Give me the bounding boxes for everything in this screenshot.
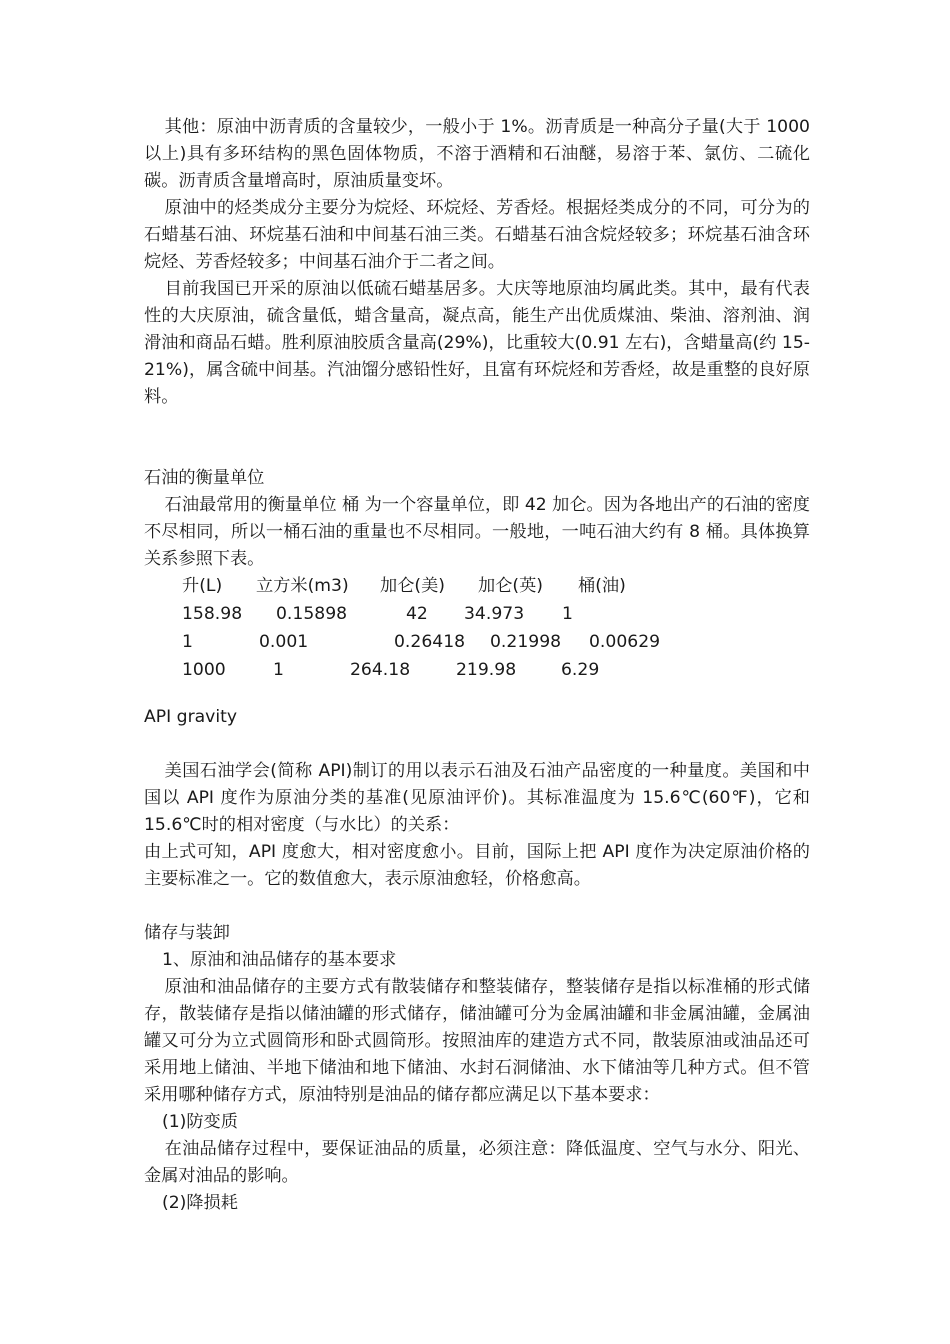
table-cell: 42 bbox=[406, 604, 428, 624]
table-cell: 0.15898 bbox=[276, 604, 348, 624]
table-cell: 0.001 bbox=[259, 632, 309, 652]
table-header-liter: 升(L) bbox=[182, 576, 223, 596]
document-body bbox=[144, 114, 810, 1217]
table-cell: 0.26418 bbox=[394, 632, 466, 652]
storage-item-1-title: (1)防变质 bbox=[162, 1112, 238, 1132]
table-header-cubic-meter: 立方米(m3) bbox=[256, 576, 349, 596]
storage-heading: 储存与装卸 bbox=[144, 923, 230, 943]
table-cell: 6.29 bbox=[561, 660, 600, 680]
storage-item-1-body: 在油品储存过程中，要保证油品的质量，必须注意：降低温度、空气与水分、阳光、金属对油品的影响。 bbox=[144, 1139, 810, 1186]
table-header-uk-gallon: 加仑(英) bbox=[478, 576, 543, 596]
paragraph-hydrocarbon-types: 原油中的烃类成分主要分为烷烃、环烷烃、芳香烃。根据烃类成分的不同，可分为的石蜡基石油、环烷基石油和中间基石油三类。石蜡基石油含烷烃较多；环烷基石油含环烷烃、芳香烃较多；中间基石油介于二者之间。 bbox=[144, 198, 810, 272]
table-cell: 158.98 bbox=[182, 604, 243, 624]
table-header-barrel: 桶(油) bbox=[578, 576, 626, 596]
table-cell: 1 bbox=[182, 632, 193, 652]
table-cell: 264.18 bbox=[350, 660, 411, 680]
table-cell: 219.98 bbox=[456, 660, 517, 680]
api-paragraph: 美国石油学会(简称 API)制订的用以表示石油及石油产品密度的一种量度。美国和中国以 API 度作为原油分类的基准(见原油评价)。其标准温度为 15.6℃(60℉)，它和 15.6℃时的相对密度（与水比）的关系： bbox=[144, 761, 810, 835]
api-conclusion-paragraph: 由上式可知，API 度愈大，相对密度愈小。目前，国际上把 API 度作为决定原油价格的主要标准之一。它的数值愈大，表示原油愈轻，价格愈高。 bbox=[144, 842, 810, 889]
storage-paragraph: 原油和油品储存的主要方式有散装储存和整装储存，整装储存是指以标准桶的形式储存，散装储存是指以储油罐的形式储存，储油罐可分为金属油罐和非金属油罐，金属油罐又可分为立式圆筒形和卧式圆筒形。按照油库的建造方式不同，散装原油或油品还可采用地上储油、半地下储油和地下储油、水封石洞储油、水下储油等几种方式。但不管采用哪种储存方式，原油特别是油品的储存都应满足以下基本要求： bbox=[144, 977, 810, 1105]
table-cell: 1000 bbox=[182, 660, 226, 680]
table-cell: 1 bbox=[562, 604, 573, 624]
table-cell: 1 bbox=[273, 660, 284, 680]
storage-subheading: 1、原油和油品储存的基本要求 bbox=[162, 950, 397, 970]
table-header-us-gallon: 加仑(美) bbox=[380, 576, 445, 596]
units-heading: 石油的衡量单位 bbox=[144, 468, 265, 488]
storage-item-2-title: (2)降损耗 bbox=[162, 1193, 238, 1213]
paragraph-china-crude: 目前我国已开采的原油以低硫石蜡基居多。大庆等地原油均属此类。其中，最有代表性的大庆原油，硫含量低，蜡含量高，凝点高，能生产出优质煤油、柴油、溶剂油、润滑油和商品石蜡。胜利原油胶质含量高(29%)，比重较大(0.91 左右)，含蜡量高(约 15-21%)，属含硫中间基。汽油馏分感铅性好，且富有环烷烃和芳香烃，故是重整的良好原料。 bbox=[144, 279, 810, 407]
api-heading: API gravity bbox=[144, 707, 238, 727]
unit-conversion-table bbox=[144, 573, 810, 685]
table-cell: 0.00629 bbox=[589, 632, 661, 652]
paragraph-asphaltene: 其他：原油中沥青质的含量较少，一般小于 1%。沥青质是一种高分子量(大于 1000 以上)具有多环结构的黑色固体物质，不溶于酒精和石油醚，易溶于苯、氯仿、二硫化碳。沥青质含量增高时，原油质量变坏。 bbox=[144, 117, 810, 191]
units-paragraph: 石油最常用的衡量单位 桶 为一个容量单位，即 42 加仑。因为各地出产的石油的密度不尽相同，所以一桶石油的重量也不尽相同。一般地，一吨石油大约有 8 桶。具体换算关系参照下表。 bbox=[144, 495, 810, 569]
table-cell: 34.973 bbox=[464, 604, 525, 624]
table-cell: 0.21998 bbox=[490, 632, 562, 652]
